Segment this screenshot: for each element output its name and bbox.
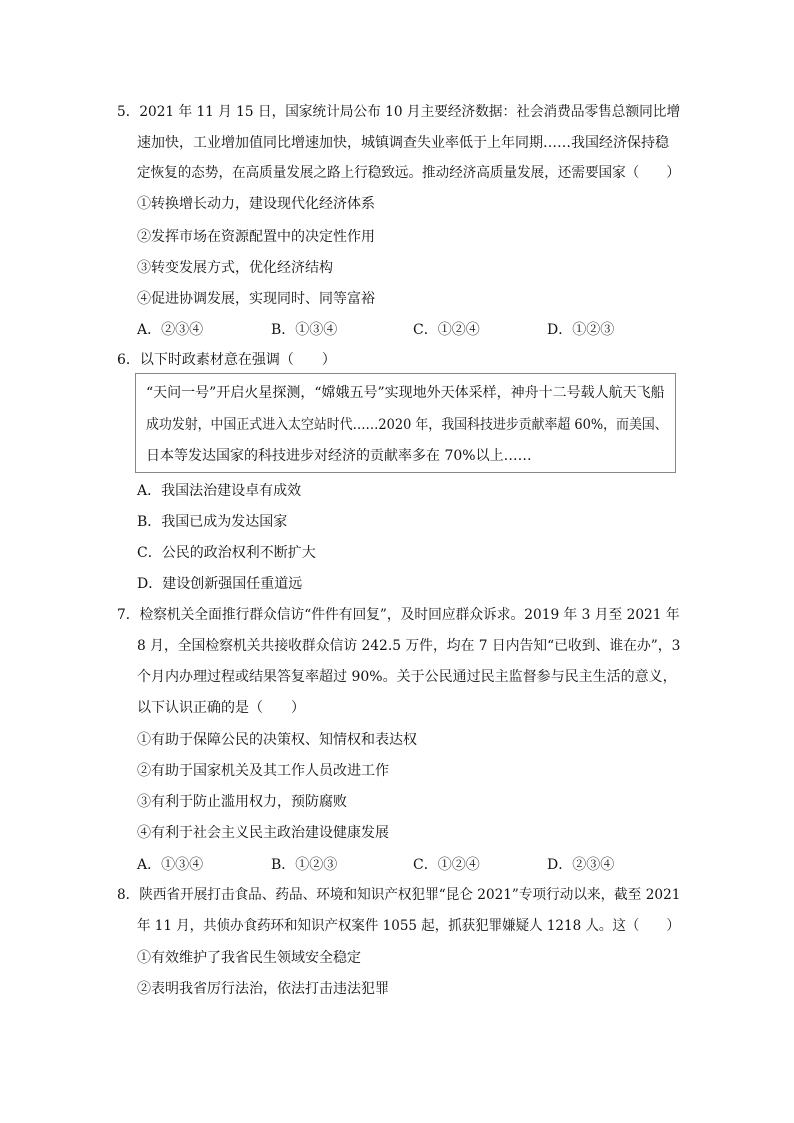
q7-option-c[interactable]: C．①②④	[413, 857, 480, 873]
q5-stem-line-2: 速加快，工业增加值同比增速加快，城镇调查失业率低于上年同期……我国经济保持稳	[137, 135, 669, 151]
q6-material-line-3: 日本等发达国家的科技进步对经济的贡献率多在 70%以上……	[146, 448, 532, 464]
q6-option-c[interactable]: C．公民的政治权利不断扩大	[137, 545, 316, 561]
q7-stem-line-3: 个月内办理过程或结果答复率超过 90%。关于公民通过民主监督参与民主生活的意义，	[137, 669, 677, 685]
q5-statement-4: ④促进协调发展，实现同时、同等富裕	[137, 291, 375, 307]
q8-stem-line-2: 年 11 月，共侦办食药环和知识产权案件 1055 起，抓获犯罪嫌疑人 1218 人。这（ ）	[137, 918, 680, 934]
q7-statement-2: ②有助于国家机关及其工作人员改进工作	[137, 763, 389, 779]
q7-statement-1: ①有助于保障公民的决策权、知情权和表达权	[137, 732, 417, 748]
q7-stem-line-1: 7．检察机关全面推行群众信访“件件有回复”，及时回应群众诉求。2019 年 3 月至 2021 年	[117, 607, 680, 623]
q5-options	[137, 320, 697, 340]
q5-option-d[interactable]: D．①②③	[547, 322, 615, 338]
q7-statement-4: ④有利于社会主义民主政治建设健康发展	[137, 825, 389, 841]
q7-option-d[interactable]: D．②③④	[547, 857, 615, 873]
q5-option-a[interactable]: A．②③④	[137, 322, 204, 338]
q8-statement-1: ①有效维护了我省民生领域安全稳定	[137, 950, 361, 966]
q6-stem: 6．以下时政素材意在强调（ ）	[117, 352, 336, 368]
q5-option-c[interactable]: C．①②④	[413, 322, 480, 338]
q8-statement-2: ②表明我省厉行法治，依法打击违法犯罪	[137, 981, 389, 997]
q6-material-box	[135, 373, 676, 473]
q5-statement-1: ①转换增长动力，建设现代化经济体系	[137, 196, 375, 212]
q5-statement-3: ③转变发展方式，优化经济结构	[137, 260, 333, 276]
q6-material-line-2: 成功发射，中国正式进入太空站时代……2020 年，我国科技进步贡献率超 60%，而美国、	[146, 417, 668, 433]
q7-option-a[interactable]: A．①③④	[137, 857, 204, 873]
q5-stem-line-3: 定恢复的态势，在高质量发展之路上行稳致远。推动经济高质量发展，还需要国家（ ）	[137, 165, 680, 181]
q7-statement-3: ③有利于防止滥用权力，预防腐败	[137, 794, 347, 810]
q6-option-b[interactable]: B．我国已成为发达国家	[137, 514, 288, 530]
q5-option-b[interactable]: B．①③④	[271, 322, 338, 338]
q8-stem-line-1: 8．陕西省开展打击食品、药品、环境和知识产权犯罪“昆仑 2021”专项行动以来，截至 2021	[117, 887, 681, 903]
q6-option-d[interactable]: D．建设创新强国任重道远	[137, 576, 303, 592]
q5-statement-2: ②发挥市场在资源配置中的决定性作用	[137, 229, 375, 245]
q7-stem-line-2: 8 月，全国检察机关共接收群众信访 242.5 万件，均在 7 日内告知“已收到、谁在办”，3	[137, 638, 681, 654]
q7-stem-line-4: 以下认识正确的是（ ）	[137, 700, 305, 716]
q6-material-line-1: “天问一号”开启火星探测，“嫦娥五号”实现地外天体采样，神舟十二号载人航天飞船	[146, 385, 665, 401]
q7-options	[137, 855, 697, 875]
q7-option-b[interactable]: B．①②③	[271, 857, 338, 873]
q5-stem-line-1: 5．2021 年 11 月 15 日，国家统计局公布 10 月主要经济数据：社会消费品零售总额同比增	[117, 104, 681, 120]
q6-option-a[interactable]: A．我国法治建设卓有成效	[137, 483, 302, 499]
